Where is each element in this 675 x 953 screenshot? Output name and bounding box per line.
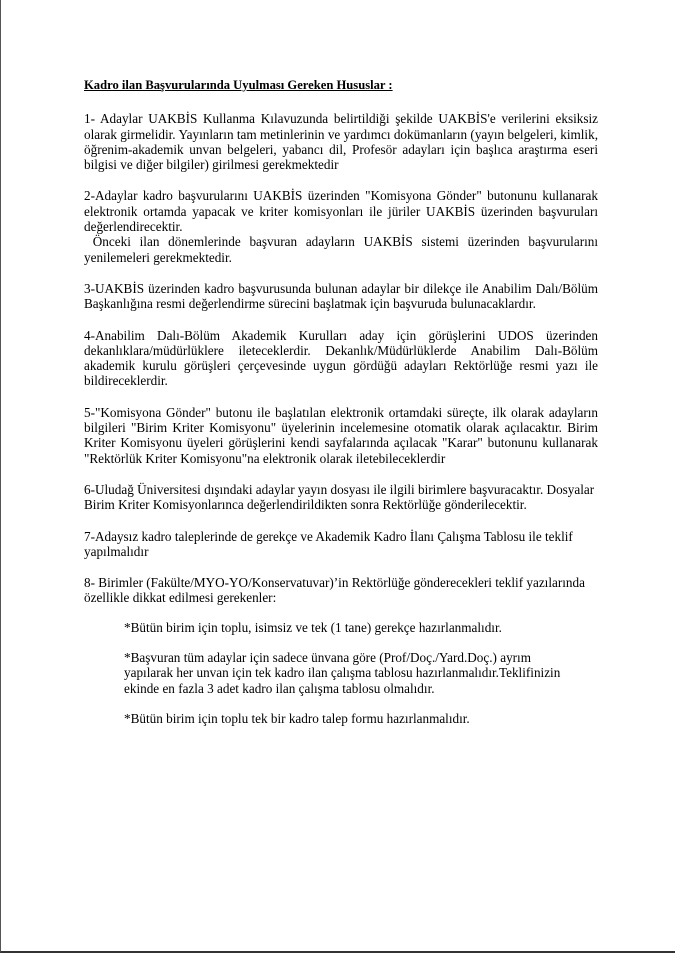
item-6: 6-Uludağ Üniversitesi dışındaki adaylar yayın dosyası ile ilgili birimlere başvuracaktır. Dosyalar Birim Kriter Komisyonlarınca değerlendirildikten sonra Rektörlüğe gönderilecektir. [84,481,595,513]
item-7: 7-Adaysız kadro taleplerinde de gerekçe ve Akademik Kadro İlanı Çalışma Tablosu ile teklif yapılmalıdır [84,528,573,559]
bullet-unvan-text: *Başvuran tüm adaylar için sadece ünvana göre (Prof/Doç./Yard.Doç.) ayrım [124,650,531,666]
bullet-unvan [124,650,598,696]
item-3: 3-UAKBİS üzerinden kadro başvurusunda bulunan adaylar bir dilekçe ile Anabilim Dalı/Bölüm Başkanlığına resmi değerlendirme sürecini başlatmak için başvuruda bulunacaklardır. [84,280,598,312]
item-2: 2-Adaylar kadro başvurularını UAKBİS üzerinden "Komisyona Gönder" butonunu kullanarak elektronik ortamda yapacak ve kriter komisyonları ile jüriler UAKBİS üzerinden başvuruları değerlendirecektir. [84,188,598,235]
item-8: 8- Birimler (Fakülte/MYO-YO/Konservatuvar)’in Rektörlüğe gönderecekleri teklif yazılarında özellikle dikkat edilmesi gerekenler: [84,575,585,606]
bullet-unvan-continuation: yapılarak her unvan için tek kadro ilan çalışma tablosu hazırlanmalıdır.Teklifinizin ekinde en fazla 3 adet kadro ilan çalışma tablosu olmalıdır. [124,665,561,696]
item-4: 4-Anabilim Dalı-Bölüm Akademik Kurulları aday için görüşlerini UDOS üzerinden dekanlıklara/müdürlüklere ileteceklerdir. Dekanlık/Müdürlüklerde Anabilim Dalı-Bölüm akademik kurulu görüşleri çerçevesinde uygun gördüğü adayları Rektörlüğe resmi yazı ile bildireceklerdir. [84,327,598,389]
document-title: Kadro ilan Başvurularında Uyulması Gereken Hususlar : [84,78,393,92]
item-2-note: Önceki ilan dönemlerinde başvuran adayların UAKBİS sistemi üzerinden başvurularını yenilemeleri gerekmektedir. [84,234,602,265]
bullet-talep-formu: *Bütün birim için toplu tek bir kadro talep formu hazırlanmalıdır. [124,710,470,726]
item-1: 1- Adaylar UAKBİS Kullanma Kılavuzunda belirtildiği şekilde UAKBİS'e verilerini eksiksiz olarak girmelidir. Yayınların tam metinlerinin ve yardımcı dokümanların (yayın belgeleri, kimlik, öğrenim-akademik unvan belgeleri, yabancı dil, Profesör adayları için başlıca araştırma eseri bilgisi ve diğer bilgiler) girilmesi gerekmektedir [84,111,598,173]
document-body [84,78,602,741]
item-5: 5-"Komisyona Gönder" butonu ile başlatılan elektronik ortamdaki süreçte, ilk olarak adayların bilgileri "Birim Kriter Komisyonu" üyelerinin incelemesine otomatik olarak açılacaktır. Birim Kriter Komisyonu üyeleri görüşlerini kendi sayfalarında açılacak "Karar" butonunu kullanarak "Rektörlük Kriter Komisyonu"na elektronik olarak iletebileceklerdir [84,404,598,466]
bullet-gerekce: *Bütün birim için toplu, isimsiz ve tek (1 tane) gerekçe hazırlanmalıdır. [124,619,502,635]
item-2-block [84,188,602,265]
